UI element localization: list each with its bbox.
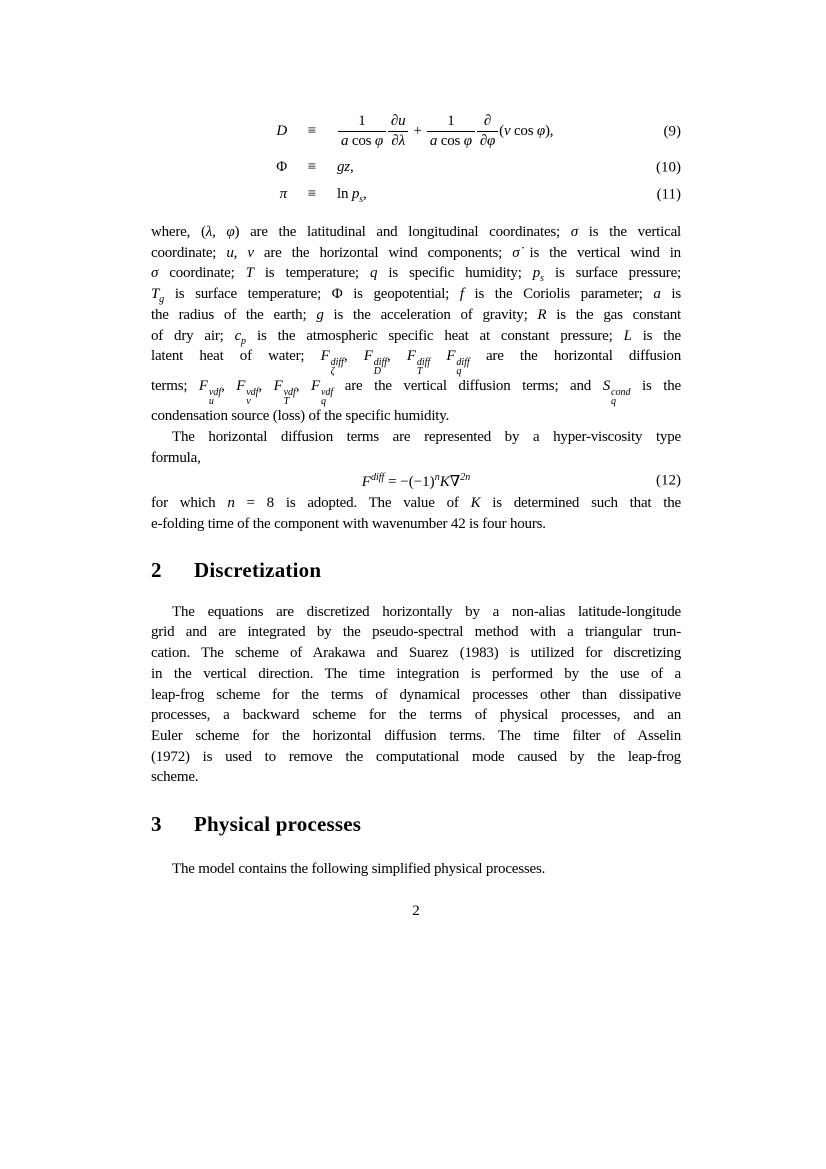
equiv-symbol: ≡ (307, 186, 317, 202)
equation-9-rhs (337, 112, 681, 151)
section-heading-physical-processes (151, 811, 681, 837)
text-line: for which n = 8 is adopted. The value of K is determined such that the (151, 495, 681, 512)
text-line: of dry air; $c_p$ is the atmospheric specific heat at constant pressure; L is the (151, 327, 681, 347)
equation-number: (11) (656, 186, 681, 202)
equation-9-tail: (v cos φ), (499, 122, 554, 139)
fraction-1-over-a-cos-phi-2: $\frac{1}{\text{a cos φ}}$ (427, 112, 475, 151)
equation-9 (151, 112, 681, 151)
text-line: e-folding time of the component with wavenumber 42 is four hours. (151, 516, 546, 533)
equation-11 (151, 184, 681, 205)
equation-12-body: $F^{diff} = -(-1)^nK\nabla^{2n}$ (361, 471, 471, 490)
paragraph-symbols-definition (151, 222, 681, 427)
text-line: terms; F vdf u , F vdf v , F vdf T , F vdf q are the vertical diffusion terms; and S cond q is the (151, 378, 682, 408)
text-line: condensation source (loss) of the specific humidity. (151, 408, 450, 425)
text-line: σ coordinate; T is temperature; q is specific humidity; $p_s$ is surface pressure; (151, 265, 681, 285)
equation-number: (10) (656, 159, 681, 175)
plus-operator: + (413, 122, 422, 139)
text-line: grid and are integrated by the pseudo-spectral method with a triangular trun- (151, 624, 681, 641)
section-number: 3 (151, 812, 162, 837)
text-line: processes, a backward scheme for the terms of physical processes, and an (151, 707, 681, 724)
equiv-symbol: ≡ (307, 159, 317, 175)
text-line: cation. The scheme of Arakawa and Suarez (1983) is utilized for discretizing (151, 645, 681, 662)
equation-12 (151, 469, 681, 493)
section-title: Physical processes (194, 812, 362, 837)
section-number: 2 (151, 557, 162, 582)
section-title: Discretization (194, 557, 322, 582)
equation-9-lhs: D (276, 123, 287, 139)
fraction-d-dphi: $\frac{\partial}{\partial\varphi}$ (477, 112, 498, 151)
paragraph-diffusion-intro (151, 427, 681, 468)
equation-11-rhs: $\ln p_s$, (337, 186, 367, 205)
text-line: The model contains the following simplified physical processes. (172, 861, 546, 878)
text-line: the radius of the earth; g is the acceleration of gravity; R is the gas constant (151, 306, 681, 323)
paragraph-discretization (151, 602, 681, 788)
equation-10-rhs: gz, (337, 159, 354, 175)
equiv-symbol: ≡ (307, 123, 317, 139)
equation-10 (151, 157, 681, 178)
fraction-1-over-a-cos-phi: $\frac{1}{\text{a cos φ}}$ (338, 112, 386, 151)
equation-10-lhs: Φ (276, 159, 287, 175)
text-line: latent heat of water; F diff ζ , F diff D , F diff T F diff q are the horizontal diffusion (151, 348, 682, 378)
text-line: The equations are discretized horizontally by a non-alias latitude-longitude (172, 603, 681, 620)
paragraph-physical-intro (151, 859, 681, 880)
fraction-du-dlambda: $\frac{\partial u}{\partial\lambda}$ (388, 112, 409, 151)
text-line: coordinate; u, v are the horizontal wind components; σ̇ is the vertical wind in (151, 244, 681, 261)
text-line: scheme. (151, 769, 199, 786)
text-line: leap-frog scheme for the terms of dynamical processes other than dissipative (151, 686, 681, 703)
paragraph-diffusion-params (151, 493, 681, 534)
equation-number: (9) (663, 123, 681, 139)
page-number: 2 (412, 903, 420, 919)
section-heading-discretization (151, 557, 681, 583)
text-line: where, (λ, φ) are the latitudinal and longitudinal coordinates; σ is the vertical (151, 224, 682, 240)
text-column (151, 0, 681, 880)
text-line: in the vertical direction. The time integration is performed by the use of a (151, 665, 681, 682)
text-line: (1972) is used to remove the computational mode caused by the leap-frog (151, 748, 681, 765)
equation-number: (12) (656, 472, 681, 489)
text-line: $T_g$ is surface temperature; Φ is geopotential; f is the Coriolis parameter; a is (151, 286, 681, 306)
equation-11-lhs: π (279, 186, 287, 202)
equation-array (151, 0, 681, 205)
text-line: The horizontal diffusion terms are represented by a hyper-viscosity type (172, 428, 681, 445)
text-line: formula, (151, 449, 201, 466)
text-line: Euler scheme for the horizontal diffusion terms. The time filter of Asselin (151, 727, 681, 744)
